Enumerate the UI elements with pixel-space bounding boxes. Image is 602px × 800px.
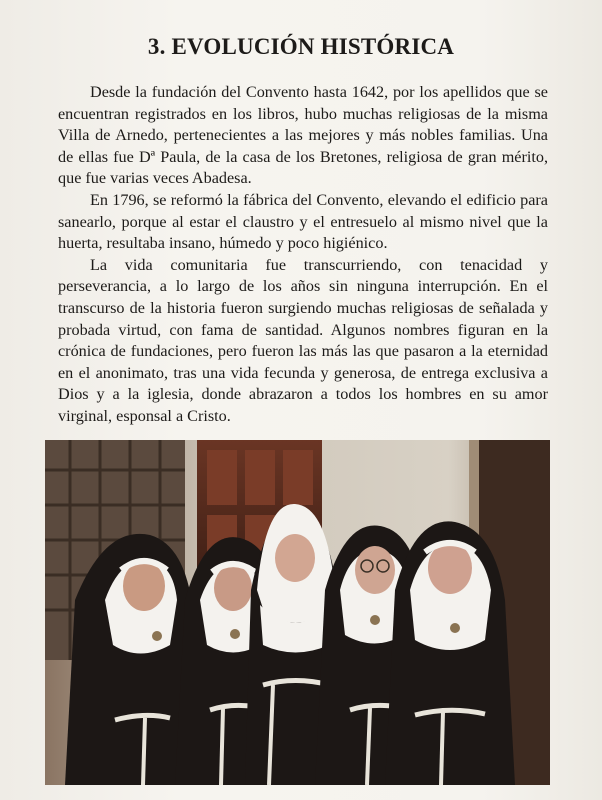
paragraph-2: En 1796, se reformó la fábrica del Convento, elevando el edificio para sanearlo, porque al estar el claustro y el entresuelo al mismo nivel que la huerta, resultaba insano, húmedo y poco higiénico. [58, 190, 548, 253]
body-text [58, 82, 548, 428]
group-photo [45, 440, 550, 785]
group-photo-illustration [45, 440, 550, 785]
paragraph-1: Desde la fundación del Convento hasta 1642, por los apellidos que se encuentran registrados en los libros, hubo muchas religiosas de la misma Villa de Arnedo, pertenecientes a las mejores y más nobles familias. Una de ellas fue Dª Paula, de la casa de los Bretones, religiosa de gran mérito, que fue varias veces Abadesa. [58, 83, 548, 188]
section-title: 3. EVOLUCIÓN HISTÓRICA [147, 34, 455, 59]
paragraph-3: La vida comunitaria fue transcurriendo, con tenacidad y perseverancia, a lo largo de los años sin ninguna interrupción. En el transcurso de la historia fueron surgiendo muchas religiosas de señalada y probada virtud, con fama de santidad. Algunos nombres figuran en la crónica de fundaciones, pero fueron las más las que pasaron a la eternidad en el anonimato, tras una vida fecunda y generosa, de entrega exclusiva a Dios y a la iglesia, donde abrazaron a todos los hombres en su amor virginal, esponsal a Cristo. [58, 255, 548, 425]
